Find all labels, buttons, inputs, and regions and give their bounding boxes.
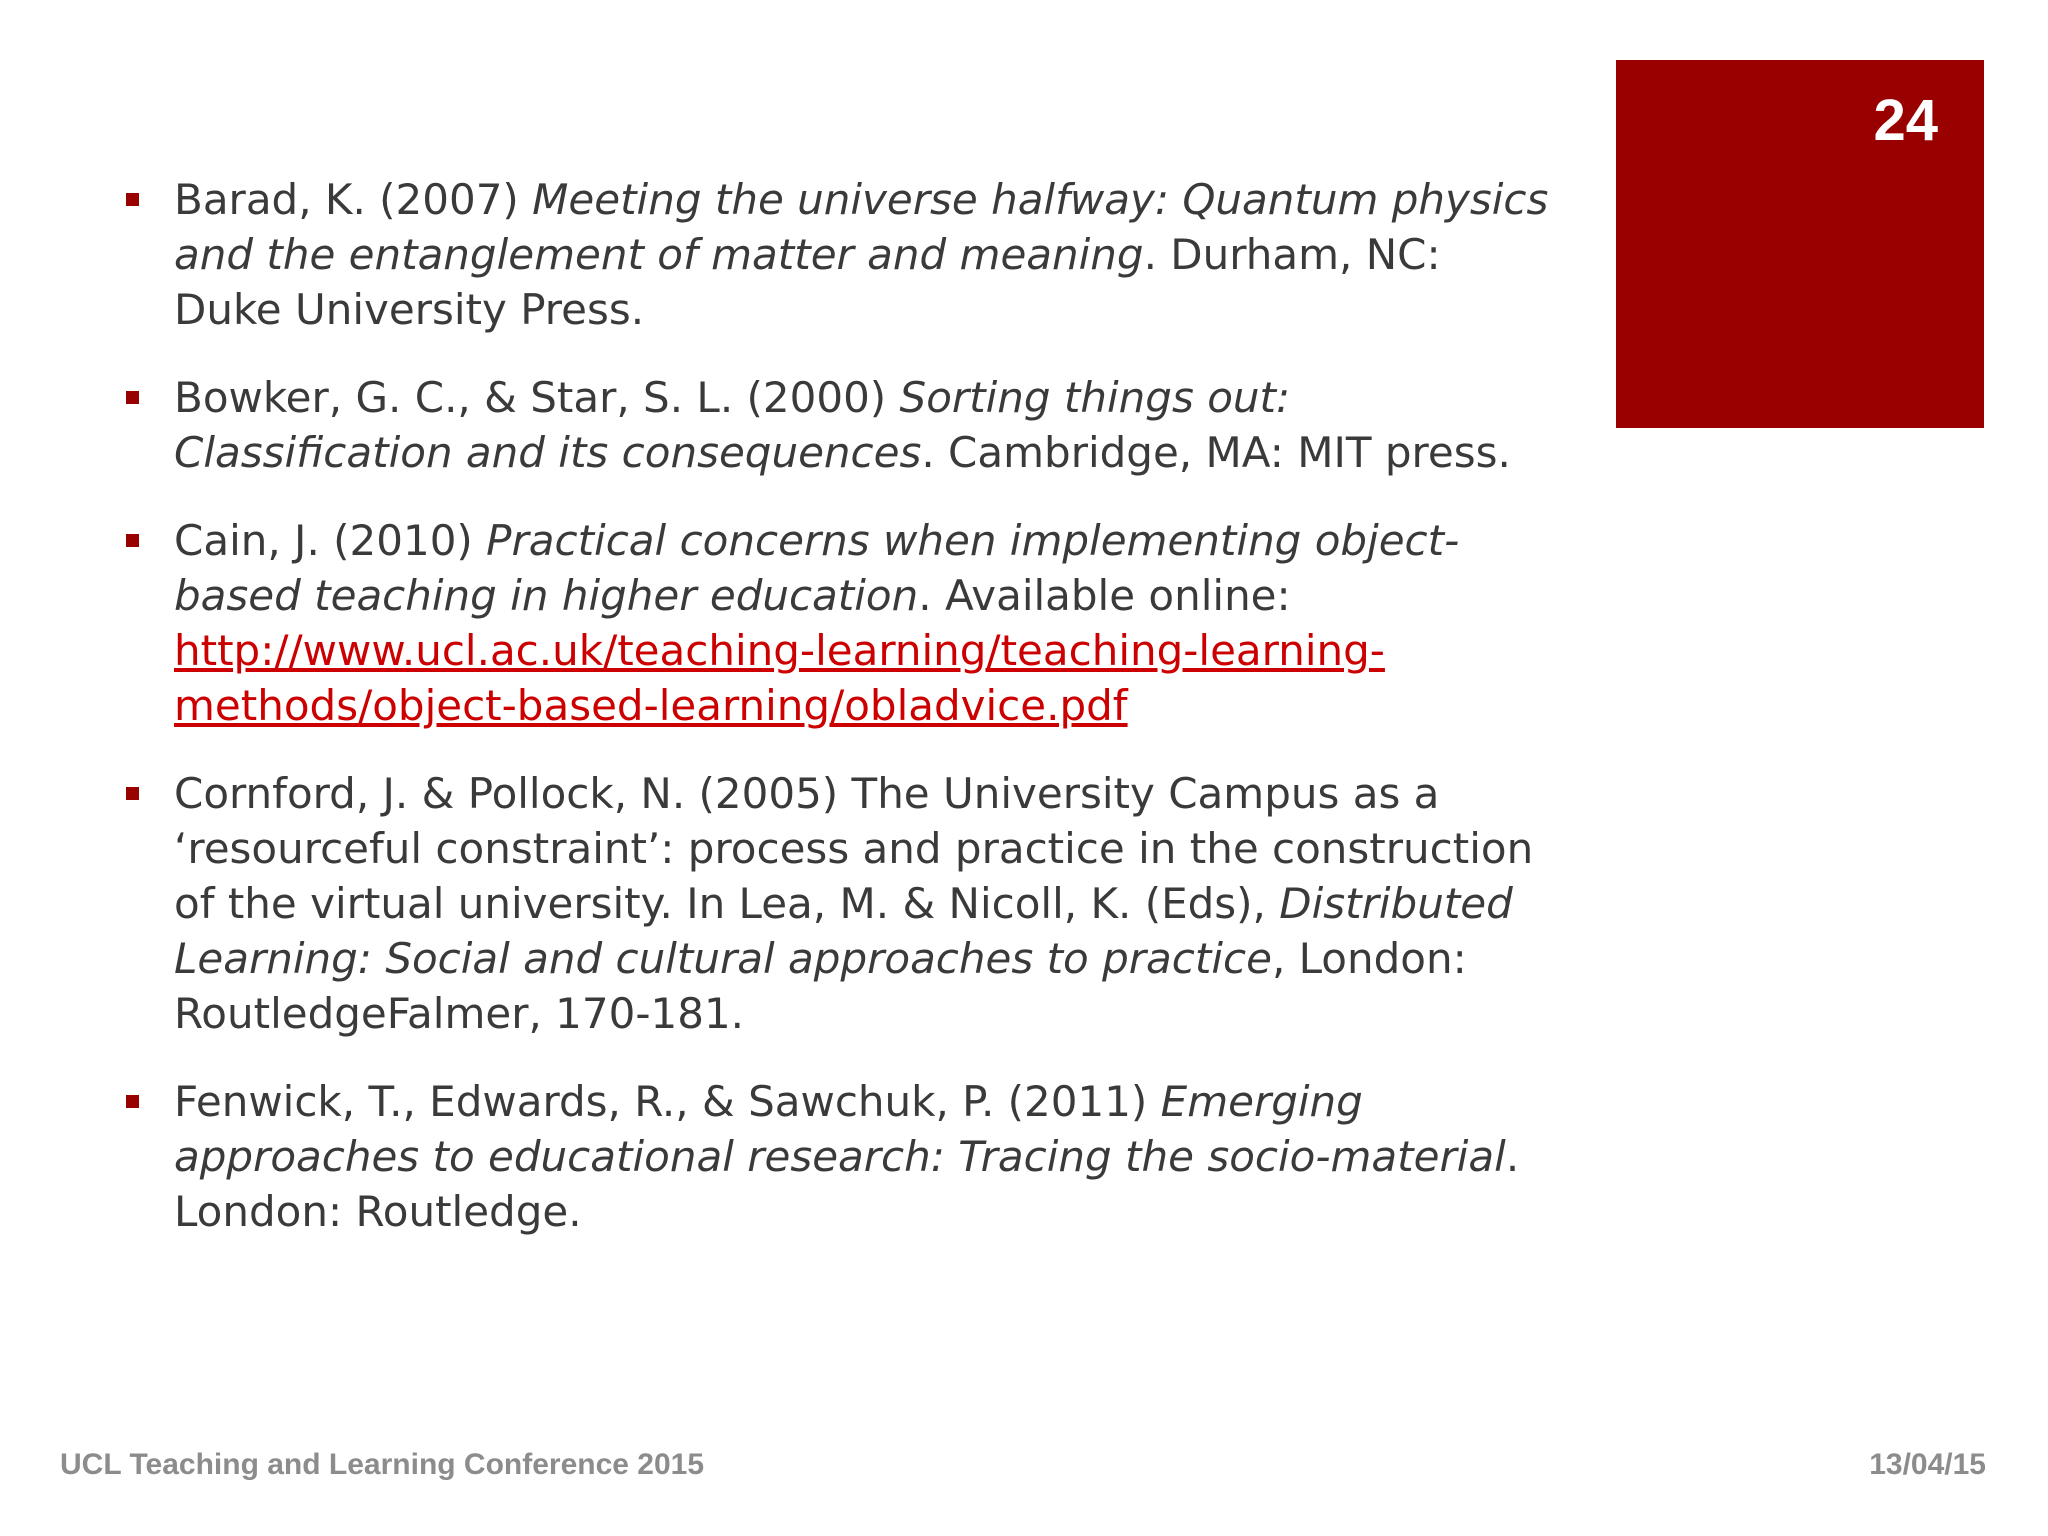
reference-title: Emerging approaches to educational research: Tracing the socio-material bbox=[174, 1077, 1506, 1181]
square-bullet-icon bbox=[126, 534, 139, 547]
slide-number-box bbox=[1616, 60, 1984, 428]
reference-authors: Cornford, J. & Pollock, N. (2005) The University Campus as a ‘resourceful constraint’: process and practice in the construction of the virtual university. In Lea, M. & Nicoll, K. (Eds), bbox=[174, 769, 1534, 928]
slide-number: 24 bbox=[1873, 88, 1938, 153]
reference-publisher: . Durham, NC: Duke University Press. bbox=[174, 230, 1441, 334]
reference-authors: Bowker, G. C., & Star, S. L. (2000) bbox=[174, 373, 900, 422]
footer-title: UCL Teaching and Learning Conference 2015 bbox=[60, 1448, 705, 1481]
square-bullet-icon bbox=[126, 391, 139, 404]
footer-date: 13/04/15 bbox=[1869, 1448, 1986, 1481]
reference-title: Sorting things out: Classification and its consequences bbox=[174, 373, 1291, 477]
reference-title: Distributed Learning: Social and cultural approaches to practice bbox=[174, 879, 1513, 983]
reference-publisher: , London: RoutledgeFalmer, 170-181. bbox=[174, 934, 1467, 1038]
reference-publisher: . Cambridge, MA: MIT press. bbox=[921, 428, 1511, 477]
reference-publisher: . London: Routledge. bbox=[174, 1132, 1520, 1236]
reference-authors: Cain, J. (2010) bbox=[174, 516, 487, 565]
square-bullet-icon bbox=[126, 1095, 139, 1108]
square-bullet-icon bbox=[126, 787, 139, 800]
reference-item bbox=[126, 513, 1556, 733]
reference-item bbox=[126, 370, 1556, 480]
reference-link[interactable]: http://www.ucl.ac.uk/teaching-learning/teaching-learning-methods/object-based-learning/obladvice.pdf bbox=[174, 626, 1385, 730]
reference-publisher: . Available online: bbox=[918, 571, 1291, 620]
square-bullet-icon bbox=[126, 193, 139, 206]
reference-item bbox=[126, 766, 1556, 1041]
reference-title: Practical concerns when implementing object-based teaching in higher education bbox=[174, 516, 1460, 620]
reference-authors: Barad, K. (2007) bbox=[174, 175, 533, 224]
reference-list bbox=[126, 172, 1556, 1272]
reference-authors: Fenwick, T., Edwards, R., & Sawchuk, P. (2011) bbox=[174, 1077, 1161, 1126]
reference-title: Meeting the universe halfway: Quantum physics and the entanglement of matter and meaning bbox=[174, 175, 1549, 279]
reference-item bbox=[126, 1074, 1556, 1239]
reference-item bbox=[126, 172, 1556, 337]
